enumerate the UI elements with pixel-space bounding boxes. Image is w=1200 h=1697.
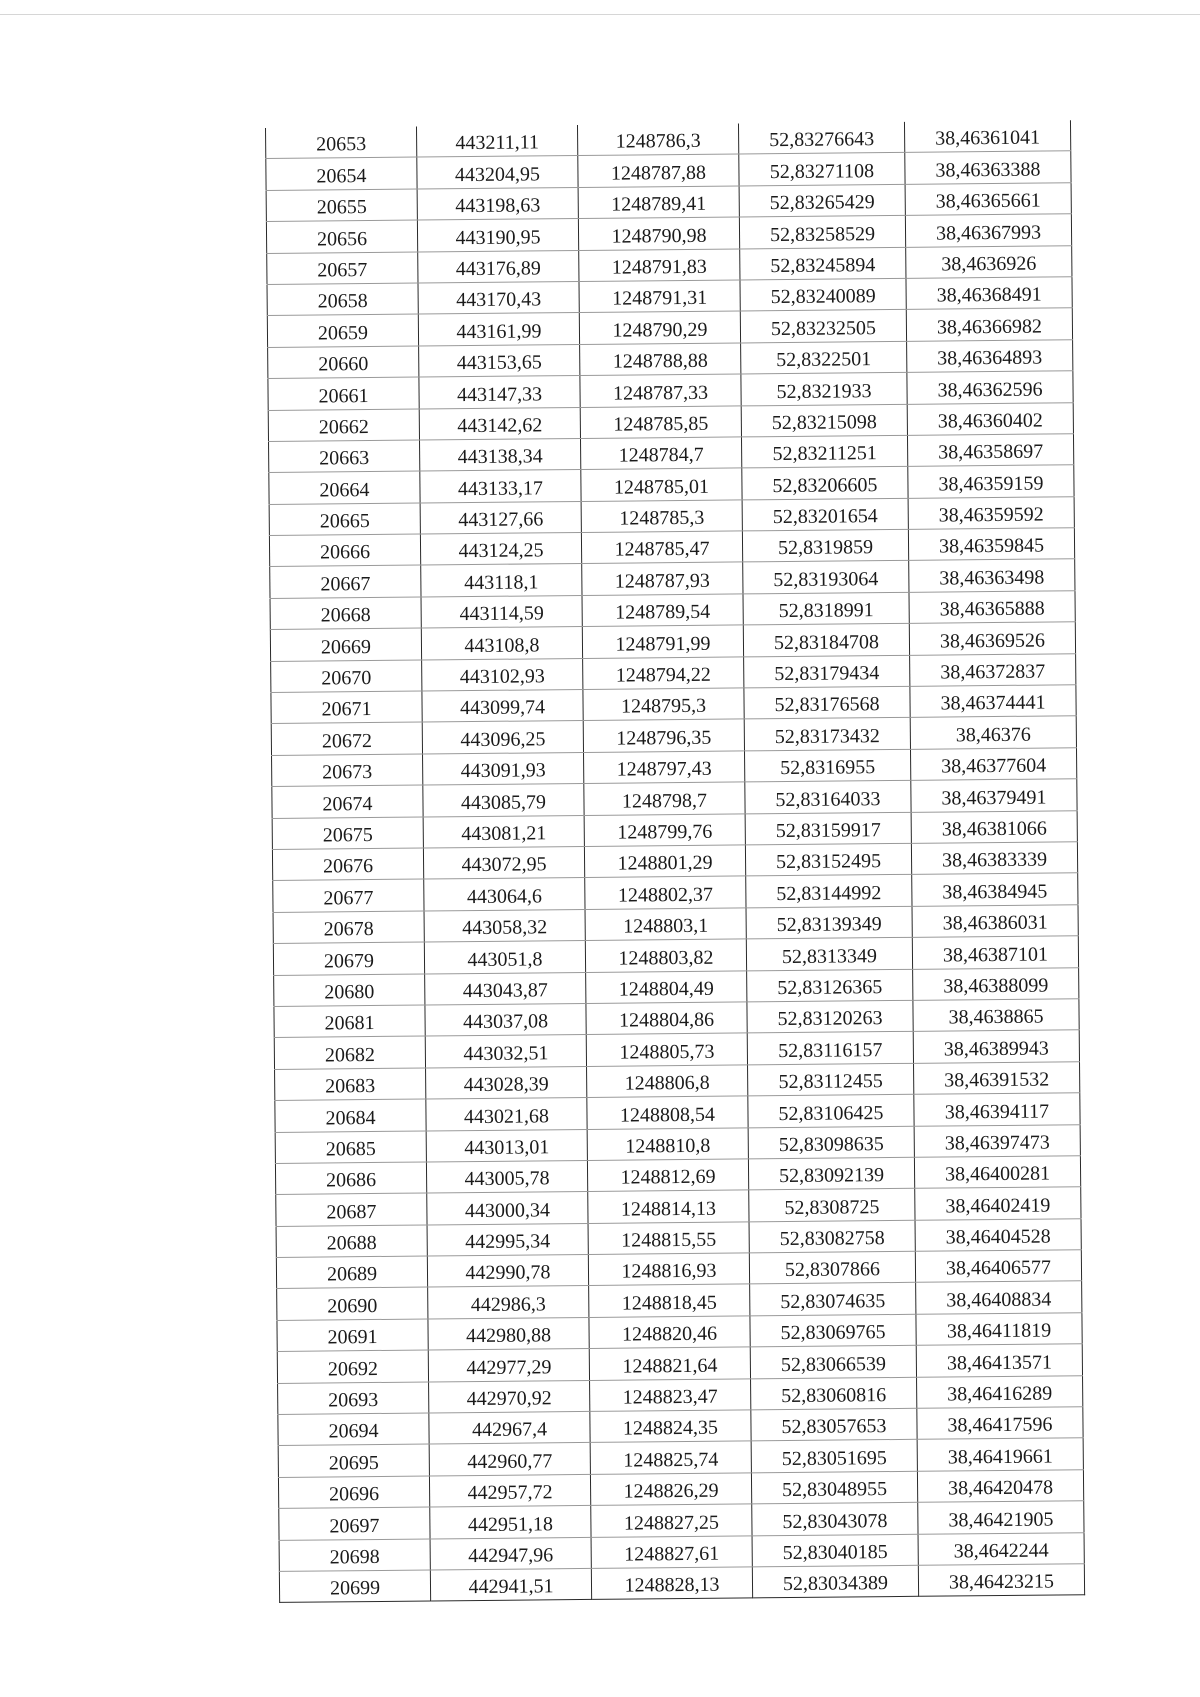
y-coordinate-cell: 1248828,13 — [591, 1567, 752, 1600]
point-number-cell: 20682 — [274, 1036, 425, 1069]
point-number-cell: 20656 — [266, 220, 417, 253]
y-coordinate-cell: 1248787,33 — [580, 374, 741, 407]
point-number-cell: 20686 — [275, 1162, 426, 1195]
latitude-cell: 52,83276643 — [738, 122, 904, 154]
x-coordinate-cell: 443085,79 — [423, 784, 584, 817]
point-number-cell: 20659 — [267, 314, 418, 347]
longitude-cell: 38,46376 — [910, 716, 1076, 749]
longitude-cell: 38,46397473 — [914, 1124, 1080, 1157]
y-coordinate-cell: 1248790,29 — [579, 311, 740, 344]
longitude-cell: 38,4642244 — [918, 1532, 1084, 1565]
latitude-cell: 52,83112455 — [748, 1063, 914, 1096]
longitude-cell: 38,46413571 — [916, 1344, 1082, 1377]
latitude-cell: 52,83245894 — [740, 247, 906, 280]
y-coordinate-cell: 1248787,93 — [582, 562, 743, 595]
point-number-cell: 20696 — [278, 1476, 429, 1509]
longitude-cell: 38,46419661 — [917, 1438, 1083, 1471]
y-coordinate-cell: 1248786,3 — [577, 123, 738, 155]
latitude-cell: 52,8321933 — [741, 372, 907, 405]
x-coordinate-cell: 443118,1 — [421, 564, 582, 597]
x-coordinate-cell: 442947,96 — [430, 1537, 591, 1570]
latitude-cell: 52,8318991 — [743, 592, 909, 625]
point-number-cell: 20684 — [275, 1099, 426, 1132]
x-coordinate-cell: 443051,8 — [424, 941, 585, 974]
x-coordinate-cell: 443114,59 — [421, 595, 582, 628]
x-coordinate-cell: 443176,89 — [418, 250, 579, 283]
longitude-cell: 38,46365661 — [905, 183, 1071, 216]
latitude-cell: 52,83258529 — [739, 216, 905, 249]
x-coordinate-cell: 443102,93 — [422, 658, 583, 691]
point-number-cell: 20657 — [267, 252, 418, 285]
y-coordinate-cell: 1248801,29 — [584, 845, 745, 878]
latitude-cell: 52,83184708 — [743, 624, 909, 657]
y-coordinate-cell: 1248812,69 — [587, 1159, 748, 1192]
longitude-cell: 38,46379491 — [911, 779, 1077, 812]
point-number-cell: 20661 — [268, 377, 419, 410]
y-coordinate-cell: 1248827,25 — [591, 1504, 752, 1537]
y-coordinate-cell: 1248799,76 — [584, 814, 745, 847]
longitude-cell: 38,46411819 — [916, 1313, 1082, 1346]
longitude-cell: 38,4636926 — [906, 245, 1072, 278]
y-coordinate-cell: 1248815,55 — [588, 1222, 749, 1255]
point-number-cell: 20690 — [277, 1287, 428, 1320]
point-number-cell: 20671 — [271, 691, 422, 724]
latitude-cell: 52,83074635 — [750, 1283, 916, 1316]
longitude-cell: 38,46416289 — [917, 1375, 1083, 1408]
latitude-cell: 52,83098635 — [748, 1126, 914, 1159]
latitude-cell: 52,8308725 — [749, 1189, 915, 1222]
x-coordinate-cell: 442941,51 — [430, 1568, 591, 1601]
y-coordinate-cell: 1248789,41 — [578, 186, 739, 219]
x-coordinate-cell: 443127,66 — [420, 501, 581, 534]
latitude-cell: 52,83173432 — [744, 718, 910, 751]
longitude-cell: 38,46404528 — [915, 1218, 1081, 1251]
x-coordinate-cell: 443096,25 — [422, 721, 583, 754]
point-number-cell: 20654 — [266, 157, 417, 190]
latitude-cell: 52,83066539 — [750, 1346, 916, 1379]
longitude-cell: 38,46406577 — [915, 1250, 1081, 1283]
longitude-cell: 38,46383339 — [911, 842, 1077, 875]
x-coordinate-cell: 443028,39 — [426, 1066, 587, 1099]
point-number-cell: 20687 — [276, 1193, 427, 1226]
y-coordinate-cell: 1248785,85 — [580, 405, 741, 438]
latitude-cell: 52,83060816 — [751, 1377, 917, 1410]
x-coordinate-cell: 443211,11 — [416, 125, 577, 157]
y-coordinate-cell: 1248796,35 — [583, 719, 744, 752]
longitude-cell: 38,46388099 — [913, 967, 1079, 1000]
longitude-cell: 38,46417596 — [917, 1407, 1083, 1440]
y-coordinate-cell: 1248797,43 — [584, 751, 745, 784]
longitude-cell: 38,46362596 — [907, 371, 1073, 404]
longitude-cell: 38,46420478 — [917, 1470, 1083, 1503]
y-coordinate-cell: 1248824,35 — [590, 1410, 751, 1443]
longitude-cell: 38,46358697 — [907, 434, 1073, 467]
x-coordinate-cell: 443161,99 — [418, 313, 579, 346]
x-coordinate-cell: 442995,34 — [427, 1223, 588, 1256]
point-number-cell: 20681 — [274, 1005, 425, 1038]
y-coordinate-cell: 1248787,88 — [578, 154, 739, 187]
y-coordinate-cell: 1248791,99 — [582, 625, 743, 658]
latitude-cell: 52,83069765 — [750, 1314, 916, 1347]
y-coordinate-cell: 1248790,98 — [578, 217, 739, 250]
point-number-cell: 20677 — [273, 879, 424, 912]
latitude-cell: 52,83051695 — [751, 1440, 917, 1473]
longitude-cell: 38,46361041 — [904, 120, 1070, 152]
latitude-cell: 52,83152495 — [745, 843, 911, 876]
point-number-cell: 20699 — [279, 1570, 430, 1603]
point-number-cell: 20666 — [269, 534, 420, 567]
x-coordinate-cell: 443133,17 — [420, 470, 581, 503]
point-number-cell: 20688 — [276, 1225, 427, 1258]
longitude-cell: 38,46391532 — [914, 1061, 1080, 1094]
latitude-cell: 52,8319859 — [742, 529, 908, 562]
longitude-cell: 38,46423215 — [918, 1564, 1084, 1597]
latitude-cell: 52,83126365 — [747, 969, 913, 1002]
point-number-cell: 20669 — [270, 628, 421, 661]
point-number-cell: 20698 — [279, 1539, 430, 1572]
latitude-cell: 52,83176568 — [744, 686, 910, 719]
y-coordinate-cell: 1248802,37 — [585, 876, 746, 909]
point-number-cell: 20694 — [278, 1413, 429, 1446]
point-number-cell: 20664 — [269, 471, 420, 504]
x-coordinate-cell: 443037,08 — [425, 1003, 586, 1036]
point-number-cell: 20662 — [268, 409, 419, 442]
x-coordinate-cell: 443190,95 — [417, 219, 578, 252]
y-coordinate-cell: 1248821,64 — [589, 1347, 750, 1380]
x-coordinate-cell: 442957,72 — [429, 1474, 590, 1507]
longitude-cell: 38,46408834 — [916, 1281, 1082, 1314]
point-number-cell: 20655 — [266, 189, 417, 222]
point-number-cell: 20697 — [279, 1507, 430, 1540]
point-number-cell: 20683 — [275, 1068, 426, 1101]
y-coordinate-cell: 1248806,8 — [587, 1065, 748, 1098]
latitude-cell: 52,83159917 — [745, 812, 911, 845]
point-number-cell: 20679 — [273, 942, 424, 975]
latitude-cell: 52,8313349 — [746, 937, 912, 970]
point-number-cell: 20668 — [270, 597, 421, 630]
longitude-cell: 38,46359845 — [908, 528, 1074, 561]
point-number-cell: 20675 — [272, 817, 423, 850]
x-coordinate-cell: 443000,34 — [427, 1192, 588, 1225]
coordinates-table — [265, 120, 1085, 1603]
point-number-cell: 20680 — [274, 974, 425, 1007]
y-coordinate-cell: 1248816,93 — [588, 1253, 749, 1286]
x-coordinate-cell: 443058,32 — [424, 909, 585, 942]
y-coordinate-cell: 1248808,54 — [587, 1096, 748, 1129]
point-number-cell: 20663 — [269, 440, 420, 473]
longitude-cell: 38,46359159 — [908, 465, 1074, 498]
latitude-cell: 52,8316955 — [744, 749, 910, 782]
longitude-cell: 38,46377604 — [910, 748, 1076, 781]
latitude-cell: 52,83116157 — [747, 1032, 913, 1065]
x-coordinate-cell: 443198,63 — [417, 187, 578, 220]
longitude-cell: 38,4638865 — [913, 999, 1079, 1032]
x-coordinate-cell: 443013,01 — [426, 1129, 587, 1162]
longitude-cell: 38,46367993 — [905, 214, 1071, 247]
x-coordinate-cell: 443021,68 — [426, 1098, 587, 1131]
latitude-cell: 52,83206605 — [742, 467, 908, 500]
y-coordinate-cell: 1248818,45 — [589, 1284, 750, 1317]
x-coordinate-cell: 443170,43 — [418, 281, 579, 314]
y-coordinate-cell: 1248794,22 — [583, 657, 744, 690]
y-coordinate-cell: 1248785,01 — [581, 468, 742, 501]
point-number-cell: 20670 — [271, 660, 422, 693]
y-coordinate-cell: 1248798,7 — [584, 782, 745, 815]
latitude-cell: 52,83034389 — [752, 1565, 918, 1598]
y-coordinate-cell: 1248803,1 — [585, 908, 746, 941]
x-coordinate-cell: 443204,95 — [417, 156, 578, 189]
longitude-cell: 38,46381066 — [911, 810, 1077, 843]
latitude-cell: 52,83120263 — [747, 1000, 913, 1033]
y-coordinate-cell: 1248820,46 — [589, 1316, 750, 1349]
longitude-cell: 38,46394117 — [914, 1093, 1080, 1126]
x-coordinate-cell: 443099,74 — [422, 690, 583, 723]
y-coordinate-cell: 1248785,3 — [581, 500, 742, 533]
point-number-cell: 20653 — [265, 127, 416, 159]
y-coordinate-cell: 1248804,49 — [586, 970, 747, 1003]
latitude-cell: 52,83164033 — [745, 781, 911, 814]
latitude-cell: 52,83215098 — [741, 404, 907, 437]
latitude-cell: 52,8322501 — [741, 341, 907, 374]
y-coordinate-cell: 1248805,73 — [586, 1033, 747, 1066]
latitude-cell: 52,83240089 — [740, 278, 906, 311]
x-coordinate-cell: 443124,25 — [420, 533, 581, 566]
point-number-cell: 20660 — [268, 346, 419, 379]
x-coordinate-cell: 443043,87 — [425, 972, 586, 1005]
latitude-cell: 52,83271108 — [739, 153, 905, 186]
y-coordinate-cell: 1248825,74 — [590, 1441, 751, 1474]
latitude-cell: 52,83082758 — [749, 1220, 915, 1253]
y-coordinate-cell: 1248803,82 — [585, 939, 746, 972]
latitude-cell: 52,83139349 — [746, 906, 912, 939]
table-body — [265, 120, 1084, 1603]
point-number-cell: 20689 — [276, 1256, 427, 1289]
longitude-cell: 38,46389943 — [913, 1030, 1079, 1063]
point-number-cell: 20672 — [271, 722, 422, 755]
x-coordinate-cell: 442977,29 — [428, 1349, 589, 1382]
latitude-cell: 52,83040185 — [752, 1534, 918, 1567]
x-coordinate-cell: 442980,88 — [428, 1317, 589, 1350]
latitude-cell: 52,83232505 — [740, 310, 906, 343]
y-coordinate-cell: 1248791,83 — [579, 249, 740, 282]
x-coordinate-cell: 442960,77 — [429, 1443, 590, 1476]
latitude-cell: 52,83201654 — [742, 498, 908, 531]
point-number-cell: 20685 — [275, 1130, 426, 1163]
point-number-cell: 20692 — [277, 1350, 428, 1383]
longitude-cell: 38,46359592 — [908, 496, 1074, 529]
longitude-cell: 38,46369526 — [909, 622, 1075, 655]
x-coordinate-cell: 442990,78 — [427, 1255, 588, 1288]
point-number-cell: 20674 — [272, 785, 423, 818]
point-number-cell: 20658 — [267, 283, 418, 316]
longitude-cell: 38,46372837 — [910, 653, 1076, 686]
y-coordinate-cell: 1248826,29 — [590, 1473, 751, 1506]
longitude-cell: 38,46365888 — [909, 591, 1075, 624]
longitude-cell: 38,46384945 — [912, 873, 1078, 906]
x-coordinate-cell: 442970,92 — [429, 1380, 590, 1413]
y-coordinate-cell: 1248791,31 — [579, 280, 740, 313]
latitude-cell: 52,83193064 — [743, 561, 909, 594]
x-coordinate-cell: 443142,62 — [419, 407, 580, 440]
longitude-cell: 38,46360402 — [907, 402, 1073, 435]
latitude-cell: 52,83179434 — [744, 655, 910, 688]
x-coordinate-cell: 442986,3 — [428, 1286, 589, 1319]
x-coordinate-cell: 443138,34 — [420, 438, 581, 471]
x-coordinate-cell: 442967,4 — [429, 1411, 590, 1444]
latitude-cell: 52,83057653 — [751, 1408, 917, 1441]
x-coordinate-cell: 443147,33 — [419, 376, 580, 409]
x-coordinate-cell: 443081,21 — [423, 815, 584, 848]
point-number-cell: 20667 — [270, 565, 421, 598]
y-coordinate-cell: 1248785,47 — [581, 531, 742, 564]
y-coordinate-cell: 1248827,61 — [591, 1535, 752, 1568]
point-number-cell: 20695 — [278, 1444, 429, 1477]
latitude-cell: 52,83092139 — [748, 1157, 914, 1190]
longitude-cell: 38,46363388 — [905, 151, 1071, 184]
point-number-cell: 20676 — [272, 848, 423, 881]
x-coordinate-cell: 443153,65 — [419, 344, 580, 377]
latitude-cell: 52,83043078 — [752, 1502, 918, 1535]
longitude-cell: 38,46363498 — [909, 559, 1075, 592]
latitude-cell: 52,83265429 — [739, 184, 905, 217]
longitude-cell: 38,46368491 — [906, 277, 1072, 310]
longitude-cell: 38,46366982 — [906, 308, 1072, 341]
latitude-cell: 52,83048955 — [751, 1471, 917, 1504]
latitude-cell: 52,83106425 — [748, 1094, 914, 1127]
x-coordinate-cell: 442951,18 — [430, 1506, 591, 1539]
longitude-cell: 38,46402419 — [915, 1187, 1081, 1220]
x-coordinate-cell: 443064,6 — [424, 878, 585, 911]
y-coordinate-cell: 1248784,7 — [580, 437, 741, 470]
longitude-cell: 38,46364893 — [907, 339, 1073, 372]
y-coordinate-cell: 1248804,86 — [586, 1002, 747, 1035]
point-number-cell: 20665 — [269, 503, 420, 536]
x-coordinate-cell: 443091,93 — [423, 752, 584, 785]
x-coordinate-cell: 443072,95 — [423, 846, 584, 879]
y-coordinate-cell: 1248788,88 — [580, 343, 741, 376]
y-coordinate-cell: 1248795,3 — [583, 688, 744, 721]
y-coordinate-cell: 1248823,47 — [590, 1379, 751, 1412]
x-coordinate-cell: 443108,8 — [421, 627, 582, 660]
longitude-cell: 38,46374441 — [910, 685, 1076, 718]
x-coordinate-cell: 443032,51 — [425, 1035, 586, 1068]
x-coordinate-cell: 443005,78 — [426, 1160, 587, 1193]
y-coordinate-cell: 1248810,8 — [587, 1127, 748, 1160]
y-coordinate-cell: 1248789,54 — [582, 594, 743, 627]
longitude-cell: 38,46387101 — [912, 936, 1078, 969]
point-number-cell: 20678 — [273, 911, 424, 944]
longitude-cell: 38,46400281 — [914, 1156, 1080, 1189]
point-number-cell: 20693 — [278, 1382, 429, 1415]
point-number-cell: 20691 — [277, 1319, 428, 1352]
point-number-cell: 20673 — [272, 754, 423, 787]
y-coordinate-cell: 1248814,13 — [588, 1190, 749, 1223]
longitude-cell: 38,46386031 — [912, 904, 1078, 937]
longitude-cell: 38,46421905 — [918, 1501, 1084, 1534]
latitude-cell: 52,83211251 — [741, 435, 907, 468]
latitude-cell: 52,83144992 — [746, 875, 912, 908]
latitude-cell: 52,8307866 — [749, 1251, 915, 1284]
scan-top-edge — [0, 14, 1200, 15]
table-row — [279, 1564, 1084, 1603]
